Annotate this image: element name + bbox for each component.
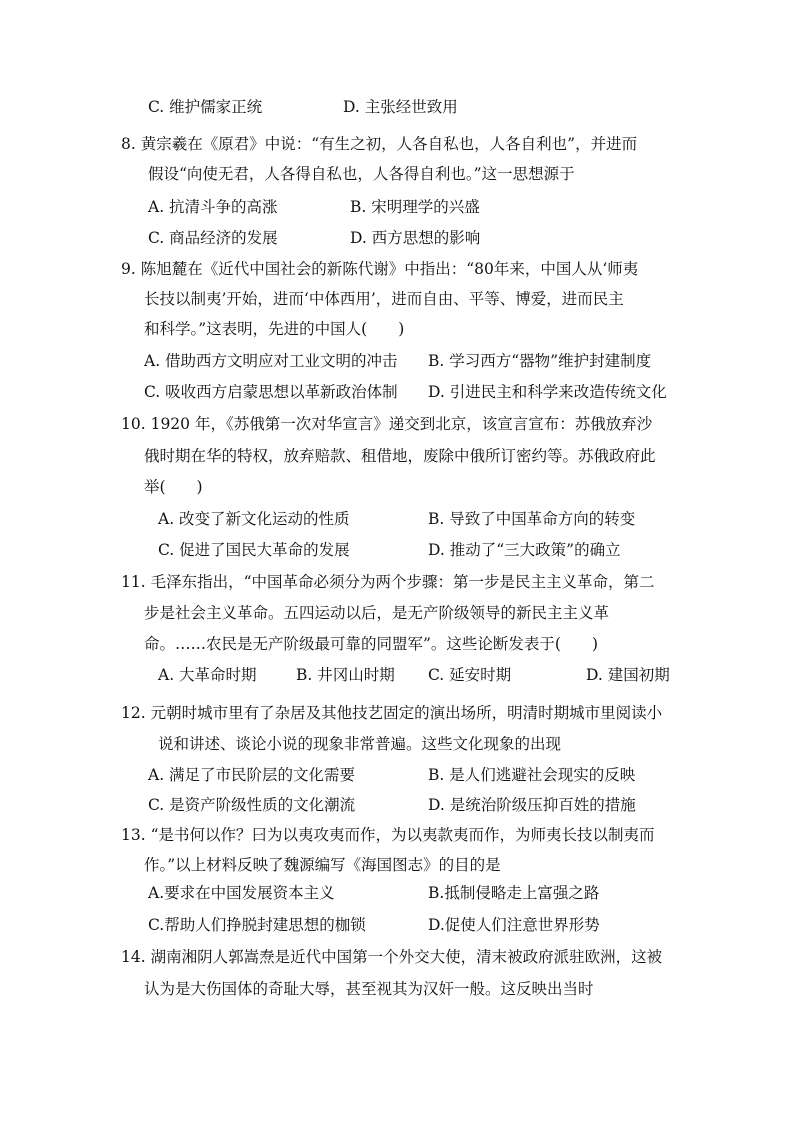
q10-option-a: A. 改变了新文化运动的性质 (158, 510, 350, 528)
q14-stem-line2: 认为是大伤国体的奇耻大辱，甚至视其为汉奸一般。这反映出当时 (144, 980, 594, 998)
q8-stem-line1: 8. 黄宗羲在《原君》中说：“有生之初，人各自私也，人各自利也”，并进而 (121, 135, 638, 153)
q12-option-b: B. 是人们逃避社会现实的反映 (428, 766, 636, 784)
q7-option-d: D. 主张经世致用 (343, 98, 458, 116)
q9-stem-line3: 和科学。”这表明，先进的中国人( ) (144, 320, 405, 338)
q11-stem-line1: 11. 毛泽东指出，“中国革命必须分为两个步骤：第一步是民主主义革命，第二 (121, 573, 655, 591)
q8-option-a: A. 抗清斗争的高涨 (148, 198, 278, 216)
q11-option-a: A. 大革命时期 (158, 666, 257, 684)
q12-option-c: C. 是资产阶级性质的文化潮流 (148, 796, 356, 814)
q12-option-a: A. 满足了市民阶层的文化需要 (148, 766, 356, 784)
q10-stem-line2: 俄时期在华的特权，放弃赔款、租借地，废除中俄所订密约等。苏俄政府此 (144, 447, 656, 465)
q9-option-c: C. 吸收西方启蒙思想以革新政治体制 (144, 383, 398, 401)
q12-stem-line2: 说和讲述、谈论小说的现象非常普遍。这些文化现象的出现 (158, 735, 562, 753)
q9-stem-line2: 长技以制夷’开始，进而‘中体西用’，进而自由、平等、博爱，进而民主 (144, 290, 624, 308)
q9-option-a: A. 借助西方文明应对工业文明的冲击 (144, 352, 398, 370)
q13-option-b: B.抵制侵略走上富强之路 (428, 884, 600, 902)
q10-stem-line1: 10. 1920 年，《苏俄第一次对华宣言》递交到北京，该宣言宣布：苏俄放弃沙 (121, 415, 653, 433)
q10-stem-line3: 举( ) (144, 478, 203, 496)
q11-option-b: B. 井冈山时期 (296, 666, 395, 684)
q9-option-b: B. 学习西方“器物”维护封建制度 (428, 352, 652, 370)
q12-stem-line1: 12. 元朝时城市里有了杂居及其他技艺固定的演出场所，明清时期城市里阅读小 (121, 704, 663, 722)
q11-option-d: D. 建国初期 (586, 666, 670, 684)
q10-option-d: D. 推动了“三大政策”的确立 (428, 541, 621, 559)
q13-option-c: C.帮助人们挣脱封建思想的枷锁 (148, 916, 366, 934)
q8-stem-line2: 假设“向使无君，人各得自私也，人各得自利也。”这一思想源于 (148, 165, 575, 183)
q8-option-c: C. 商品经济的发展 (148, 229, 278, 247)
q11-option-c: C. 延安时期 (428, 666, 512, 684)
q10-option-b: B. 导致了中国革命方向的转变 (428, 510, 636, 528)
q13-option-a: A.要求在中国发展资本主义 (148, 884, 335, 902)
q10-option-c: C. 促进了国民大革命的发展 (158, 541, 350, 559)
q8-option-d: D. 西方思想的影响 (350, 229, 481, 247)
q11-stem-line2: 步是社会主义革命。五四运动以后，是无产阶级领导的新民主主义革 (144, 604, 610, 622)
q13-option-d: D.促使人们注意世界形势 (428, 916, 600, 934)
q13-stem-line2: 作。”以上材料反映了魏源编写《海国图志》的目的是 (144, 856, 501, 874)
q11-stem-line3: 命。……农民是无产阶级最可靠的同盟军”。这些论断发表于( ) (144, 635, 599, 653)
q14-stem-line1: 14. 湖南湘阴人郭嵩焘是近代中国第一个外交大使，清末被政府派驻欧洲，这被 (121, 948, 663, 966)
q9-option-d: D. 引进民主和科学来改造传统文化 (428, 383, 667, 401)
q12-option-d: D. 是统治阶级压抑百姓的措施 (428, 796, 636, 814)
q7-option-c: C. 维护儒家正统 (148, 98, 263, 116)
q8-option-b: B. 宋明理学的兴盛 (350, 198, 480, 216)
q13-stem-line1: 13. “是书何以作？曰为以夷攻夷而作，为以夷款夷而作，为师夷长技以制夷而 (121, 826, 655, 844)
q9-stem-line1: 9. 陈旭麓在《近代中国社会的新陈代谢》中指出：“80年来，中国人从‘师夷 (121, 260, 639, 278)
